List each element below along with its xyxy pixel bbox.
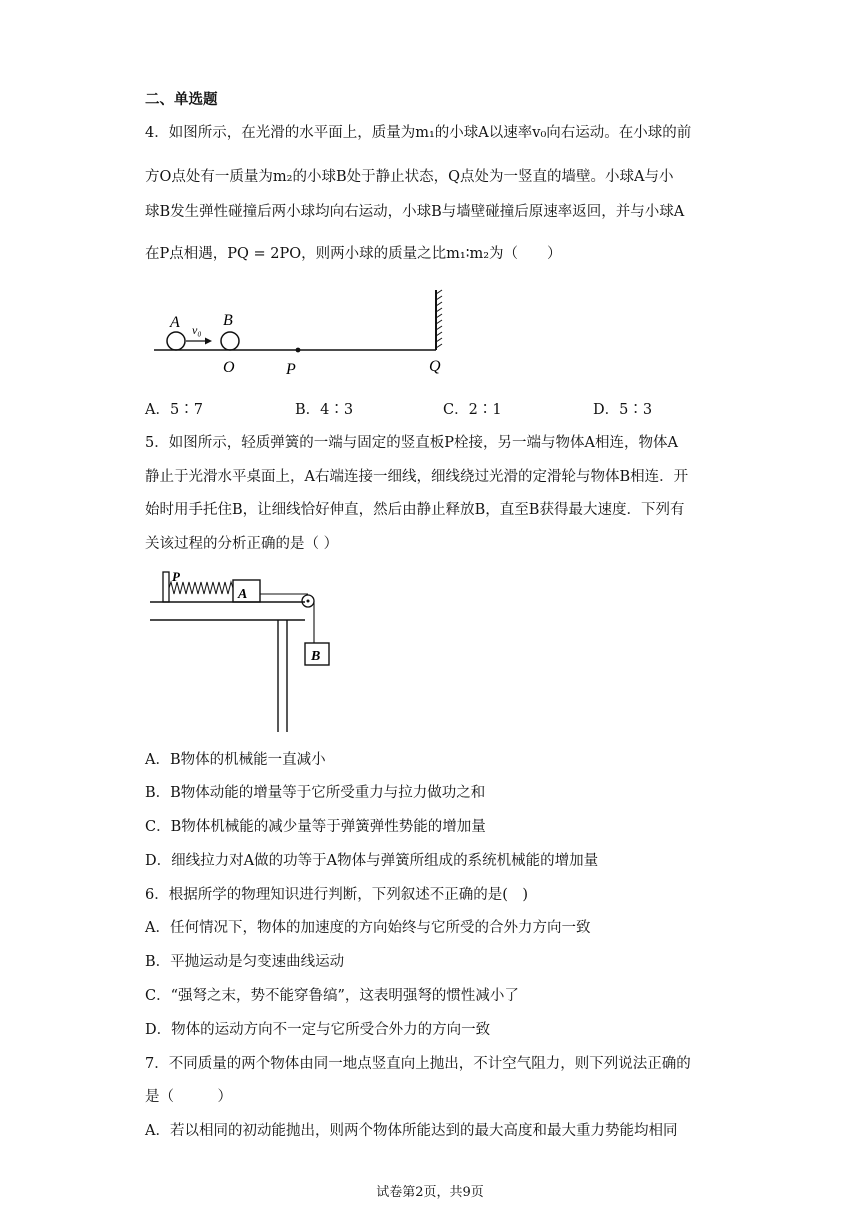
point-p-dot [296, 348, 301, 353]
label-o: O [223, 359, 235, 376]
q5-figure [145, 566, 345, 738]
velocity-arrow-head [205, 338, 212, 345]
q6-option-a[interactable]: A．任何情况下，物体的加速度的方向始终与它所受的合外力方向一致 [145, 920, 591, 936]
pulley-axle [307, 600, 310, 603]
q4-line-2: 方O点处有一质量为m₂的小球B处于静止状态，Q点处为一竖直的墙壁。小球A与小 [145, 169, 674, 185]
q4-option-c[interactable]: C．2∶1 [443, 402, 502, 418]
ball-a [167, 332, 185, 350]
q6-line-1: 6．根据所学的物理知识进行判断，下列叙述不正确的是( ) [145, 887, 529, 903]
q4-option-b[interactable]: B．4∶3 [295, 402, 354, 418]
q4-line-3: 球B发生弹性碰撞后两小球均向右运动，小球B与墙壁碰撞后原速率返回，并与小球A [145, 204, 685, 220]
q6-option-c[interactable]: C．“强弩之末，势不能穿鲁缟”，这表明强弩的惯性减小了 [145, 988, 519, 1004]
label-v0: v₀ [192, 323, 202, 337]
q4-option-d[interactable]: D．5∶3 [593, 402, 653, 418]
q5-line-4: 关该过程的分析正确的是（ ） [145, 536, 339, 552]
q4-line-4: 在P点相遇，PQ = 2PO，则两小球的质量之比m₁∶m₂为（ ） [145, 246, 562, 262]
plate-p [163, 572, 169, 602]
q6-option-b[interactable]: B．平抛运动是匀变速曲线运动 [145, 954, 345, 970]
q5-line-2: 静止于光滑水平桌面上，A右端连接一细线，细线绕过光滑的定滑轮与物体B相连．开 [145, 469, 689, 485]
label-b: B [223, 312, 233, 329]
page-footer: 试卷第2页，共9页 [376, 1185, 484, 1200]
label-plate-p: P [172, 569, 180, 584]
q6-option-d[interactable]: D．物体的运动方向不一定与它所受合外力的方向一致 [145, 1022, 491, 1038]
q5-option-b[interactable]: B．B物体动能的增量等于它所受重力与拉力做功之和 [145, 785, 486, 801]
q4-option-a[interactable]: A．5∶7 [145, 402, 203, 418]
q5-option-c[interactable]: C．B物体机械能的减少量等于弹簧弹性势能的增加量 [145, 819, 486, 835]
label-a: A [170, 314, 180, 331]
q7-line-2: 是（ ） [145, 1089, 232, 1105]
label-p: P [286, 361, 296, 378]
q4-figure [140, 282, 460, 382]
q5-line-1: 5．如图所示，轻质弹簧的一端与固定的竖直板P栓接，另一端与物体A相连，物体A [145, 435, 678, 451]
section-title: 二、单选题 [145, 92, 218, 108]
label-block-a: A [238, 587, 248, 602]
label-q: Q [429, 358, 441, 375]
q7-option-a[interactable]: A．若以相同的初动能抛出，则两个物体所能达到的最大高度和最大重力势能均相同 [145, 1123, 678, 1139]
q7-line-1: 7．不同质量的两个物体由同一地点竖直向上抛出，不计空气阻力，则下列说法正确的 [145, 1056, 691, 1072]
label-block-b: B [311, 649, 321, 664]
q5-option-a[interactable]: A．B物体的机械能一直减小 [145, 752, 326, 768]
q4-line-1: 4．如图所示，在光滑的水平面上，质量为m₁的小球A以速率v₀向右运动。在小球的前 [145, 125, 692, 141]
ball-b [221, 332, 239, 350]
q5-option-d[interactable]: D．细线拉力对A做的功等于A物体与弹簧所组成的系统机械能的增加量 [145, 853, 599, 869]
q5-line-3: 始时用手托住B，让细线恰好伸直，然后由静止释放B，直至B获得最大速度．下列有 [145, 502, 685, 518]
